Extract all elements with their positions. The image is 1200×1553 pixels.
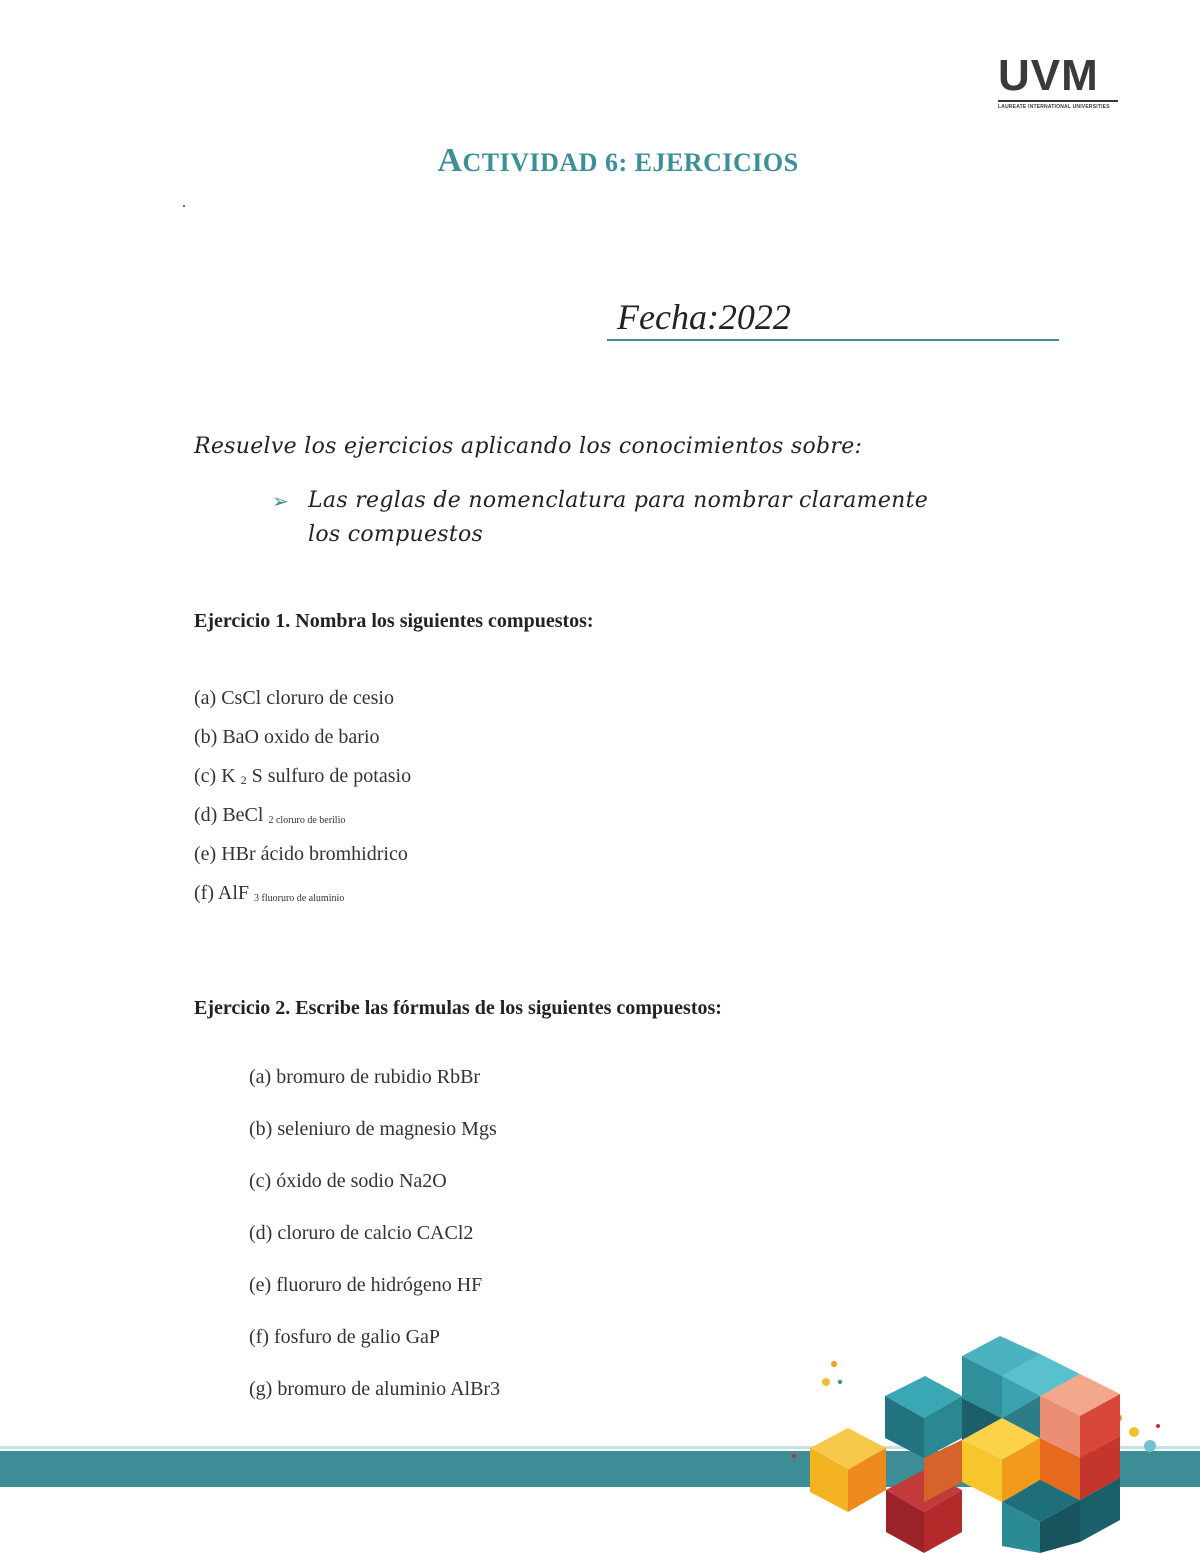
bullet-item <box>274 484 954 552</box>
list-item: (d) cloruro de calcio CACl2 <box>249 1222 474 1244</box>
uvm-logo <box>998 51 1122 110</box>
list-item: (f) AlF 3 fluoruro de aluminio <box>194 882 345 904</box>
list-item: (a) bromuro de rubidio RbBr <box>249 1066 481 1088</box>
logo-subtitle: LAUREATE INTERNATIONAL UNIVERSITIES <box>998 100 1118 110</box>
decorative-dot <box>183 205 185 207</box>
fecha-underline <box>607 339 1059 341</box>
list-item: (d) BeCl 2 cloruro de berilio <box>194 804 346 826</box>
list-item: (c) K 2 S sulfuro de potasio <box>194 765 412 787</box>
list-item: (f) fosfuro de galio GaP <box>249 1326 441 1348</box>
fecha-label: Fecha:2022 <box>617 297 791 337</box>
page-title <box>0 142 1200 180</box>
list-item: (e) HBr ácido bromhidrico <box>194 843 408 865</box>
title-first-letter: A <box>437 142 463 179</box>
ejercicio1-heading: Ejercicio 1. Nombra los siguientes compuestos: <box>194 610 594 632</box>
arrow-bullet-icon: ➢ <box>272 489 290 513</box>
ejercicio1-list <box>194 684 411 918</box>
list-item: (e) fluoruro de hidrógeno HF <box>249 1274 483 1296</box>
ejercicio2-list <box>249 1063 500 1427</box>
logo-text: UVM <box>998 51 1099 100</box>
decorative-cubes-graphic <box>790 1336 1200 1553</box>
list-item: (c) óxido de sodio Na2O <box>249 1170 447 1192</box>
bullet-text: Las reglas de nomenclatura para nombrar claramente los compuestos <box>308 488 929 547</box>
title-rest: CTIVIDAD 6: EJERCICIOS <box>462 148 799 177</box>
ejercicio2-heading: Ejercicio 2. Escribe las fórmulas de los siguientes compuestos: <box>194 997 722 1019</box>
list-item: (b) seleniuro de magnesio Mgs <box>249 1118 497 1140</box>
list-item: (a) CsCl cloruro de cesio <box>194 687 394 709</box>
list-item: (g) bromuro de aluminio AlBr3 <box>249 1378 501 1400</box>
list-item: (b) BaO oxido de bario <box>194 726 380 748</box>
intro-text: Resuelve los ejercicios aplicando los conocimientos sobre: <box>194 434 863 459</box>
